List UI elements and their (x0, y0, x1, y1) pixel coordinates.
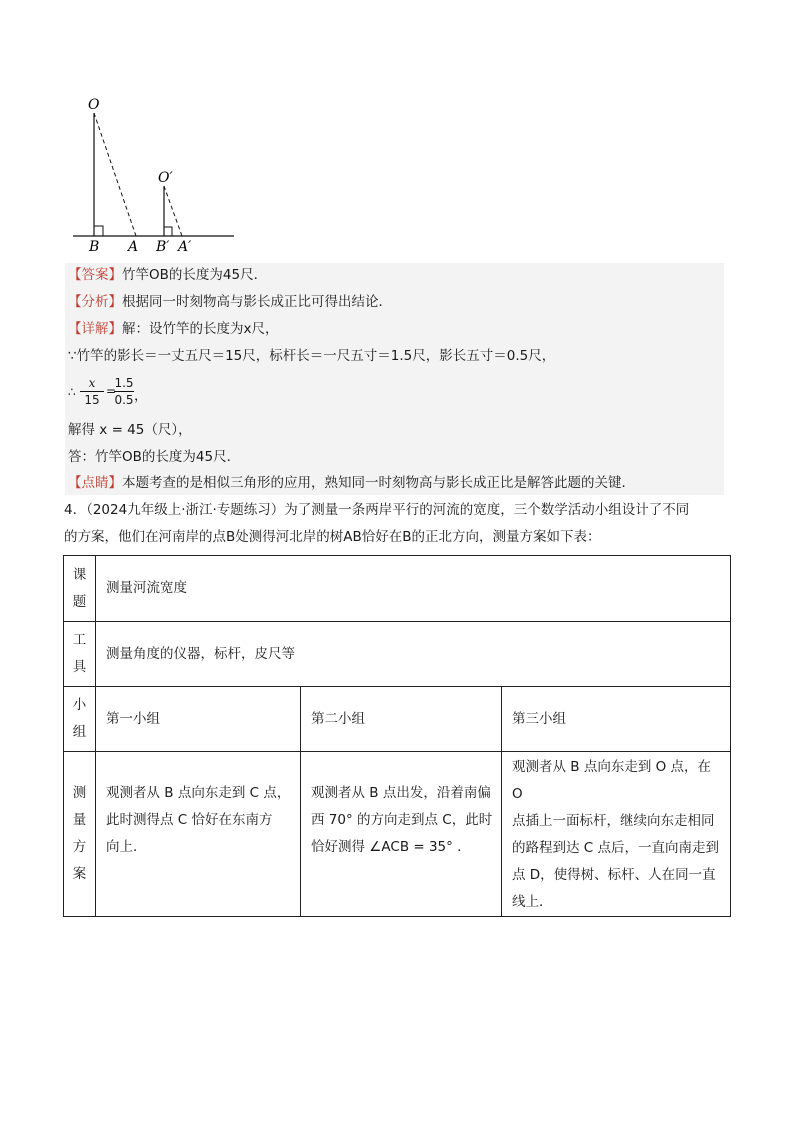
table-row-groups (64, 687, 731, 752)
final-answer-line: 答：竹竿OB的长度为45尺． (68, 449, 241, 465)
answer-line (68, 265, 267, 285)
plan-3-line-5: 线上． (512, 894, 553, 910)
fraction-1-denominator: 15 (84, 393, 100, 407)
plan-1-cell (96, 752, 301, 917)
tools-value-text: 测量角度的仪器，标杆，皮尺等 (106, 645, 295, 662)
table-row-tools (64, 622, 731, 687)
answer-text: 竹竿OB的长度为45尺． (122, 267, 268, 283)
table-row-topic (64, 556, 731, 622)
point-text: 本题考查的是相似三角形的应用，熟知同一时刻物高与影长成正比是解答此题的关键． (122, 475, 635, 491)
fraction-x-over-15 (80, 376, 104, 408)
label-A-prime: A′ (178, 239, 192, 255)
label-O-prime: O′ (158, 170, 173, 186)
topic-header-char-2: 题 (72, 593, 87, 610)
tools-header-char-2: 具 (72, 659, 87, 675)
detail-tag: 【详解】 (68, 321, 122, 337)
fraction-2-denominator: 0.5 (114, 393, 134, 407)
plan-2-line-1: 观测者从 B 点出发，沿着南偏 (311, 785, 491, 801)
topic-value (96, 556, 731, 622)
plan-3-line-2: 点插上一面标杆，继续向东走相同 (512, 813, 715, 829)
solve-line: 解得 x = 45（尺）， (68, 422, 192, 438)
analysis-line (68, 292, 392, 312)
label-O: O (88, 97, 100, 113)
right-angle-B (94, 226, 103, 236)
table-row-plans (64, 752, 731, 917)
plan-2-line-3: 恰好测得 ∠ACB = 35° ． (311, 839, 471, 855)
measurement-plan-table (63, 555, 731, 917)
plans-header-char-1: 测 (72, 785, 87, 801)
analysis-tag: 【分析】 (68, 294, 122, 310)
tools-header-char-1: 工 (72, 632, 87, 648)
analysis-text: 根据同一时刻物高与影长成正比可得出结论． (122, 294, 392, 310)
group-3-cell (502, 687, 731, 752)
detail-text: 解：设竹竿的长度为x尺， (122, 321, 279, 337)
detail-line (68, 319, 279, 339)
group-2-label: 第二小组 (311, 710, 365, 727)
shadow-figure (0, 0, 260, 260)
plan-3-line-3: 的路程到达 C 点后，一直向南走到 (512, 840, 720, 856)
tools-header (64, 622, 96, 687)
topic-value-text: 测量河流宽度 (106, 580, 187, 596)
groups-header-char-1: 小 (72, 697, 87, 713)
plan-1-line-2: 此时测得点 C 恰好在东南方 (106, 812, 273, 828)
topic-header-char-1: 课 (72, 566, 87, 583)
tools-value (96, 622, 731, 687)
groups-header-char-2: 组 (72, 724, 87, 740)
right-angle-B-prime (164, 227, 172, 236)
answer-tag: 【答案】 (68, 267, 122, 283)
groups-header (64, 687, 96, 752)
plans-header-char-4: 案 (72, 866, 87, 882)
shadow-ray-OA (94, 113, 136, 236)
group-1-cell (96, 687, 301, 752)
equals-sign: = (106, 384, 117, 398)
fraction-1-numerator: x (88, 376, 96, 390)
plans-header (64, 752, 96, 917)
plan-2-cell (301, 752, 502, 917)
group-2-cell (301, 687, 502, 752)
plan-3-cell (502, 752, 731, 917)
group-1-label: 第一小组 (106, 710, 160, 727)
fraction-2-numerator: 1.5 (114, 376, 134, 390)
label-A: A (128, 239, 139, 255)
plan-1-line-1: 观测者从 B 点向东走到 C 点， (106, 785, 291, 801)
plan-2-line-2: 西 70° 的方向走到点 C，此时 (311, 812, 493, 828)
label-B: B (89, 239, 100, 255)
plan-3-line-4: 点 D，使得树、标杆、人在同一直 (512, 867, 716, 883)
label-B-prime: B′ (156, 239, 170, 255)
because-line: ∵竹竿的影长＝一丈五尺＝15尺，标杆长＝一尺五寸＝1.5尺，影长五寸＝0.5尺， (68, 348, 556, 364)
shadow-ray-O-prime-A-prime (164, 186, 182, 236)
equation-comma: ， (134, 388, 148, 404)
point-tag: 【点睛】 (68, 475, 122, 491)
therefore-symbol: ∴ (68, 385, 76, 399)
topic-header (64, 556, 96, 622)
question-line-1: 4．（2024九年级上·浙江·专题练习）为了测量一条两岸平行的河流的宽度，三个数学活动小组设计了不同 (64, 502, 690, 518)
fraction-1.5-over-0.5 (114, 376, 134, 408)
plans-header-char-3: 方 (72, 839, 87, 855)
question-line-2: 的方案，他们在河南岸的点B处测得河北岸的树AB恰好在B的正北方向，测量方案如下表： (64, 529, 601, 545)
group-3-label: 第三小组 (512, 710, 566, 727)
plan-1-line-3: 向上． (106, 839, 147, 855)
plans-header-char-2: 量 (72, 812, 87, 828)
point-line (68, 473, 635, 493)
plan-3-line-1: 观测者从 B 点向东走到 O 点，在 O (512, 759, 712, 802)
